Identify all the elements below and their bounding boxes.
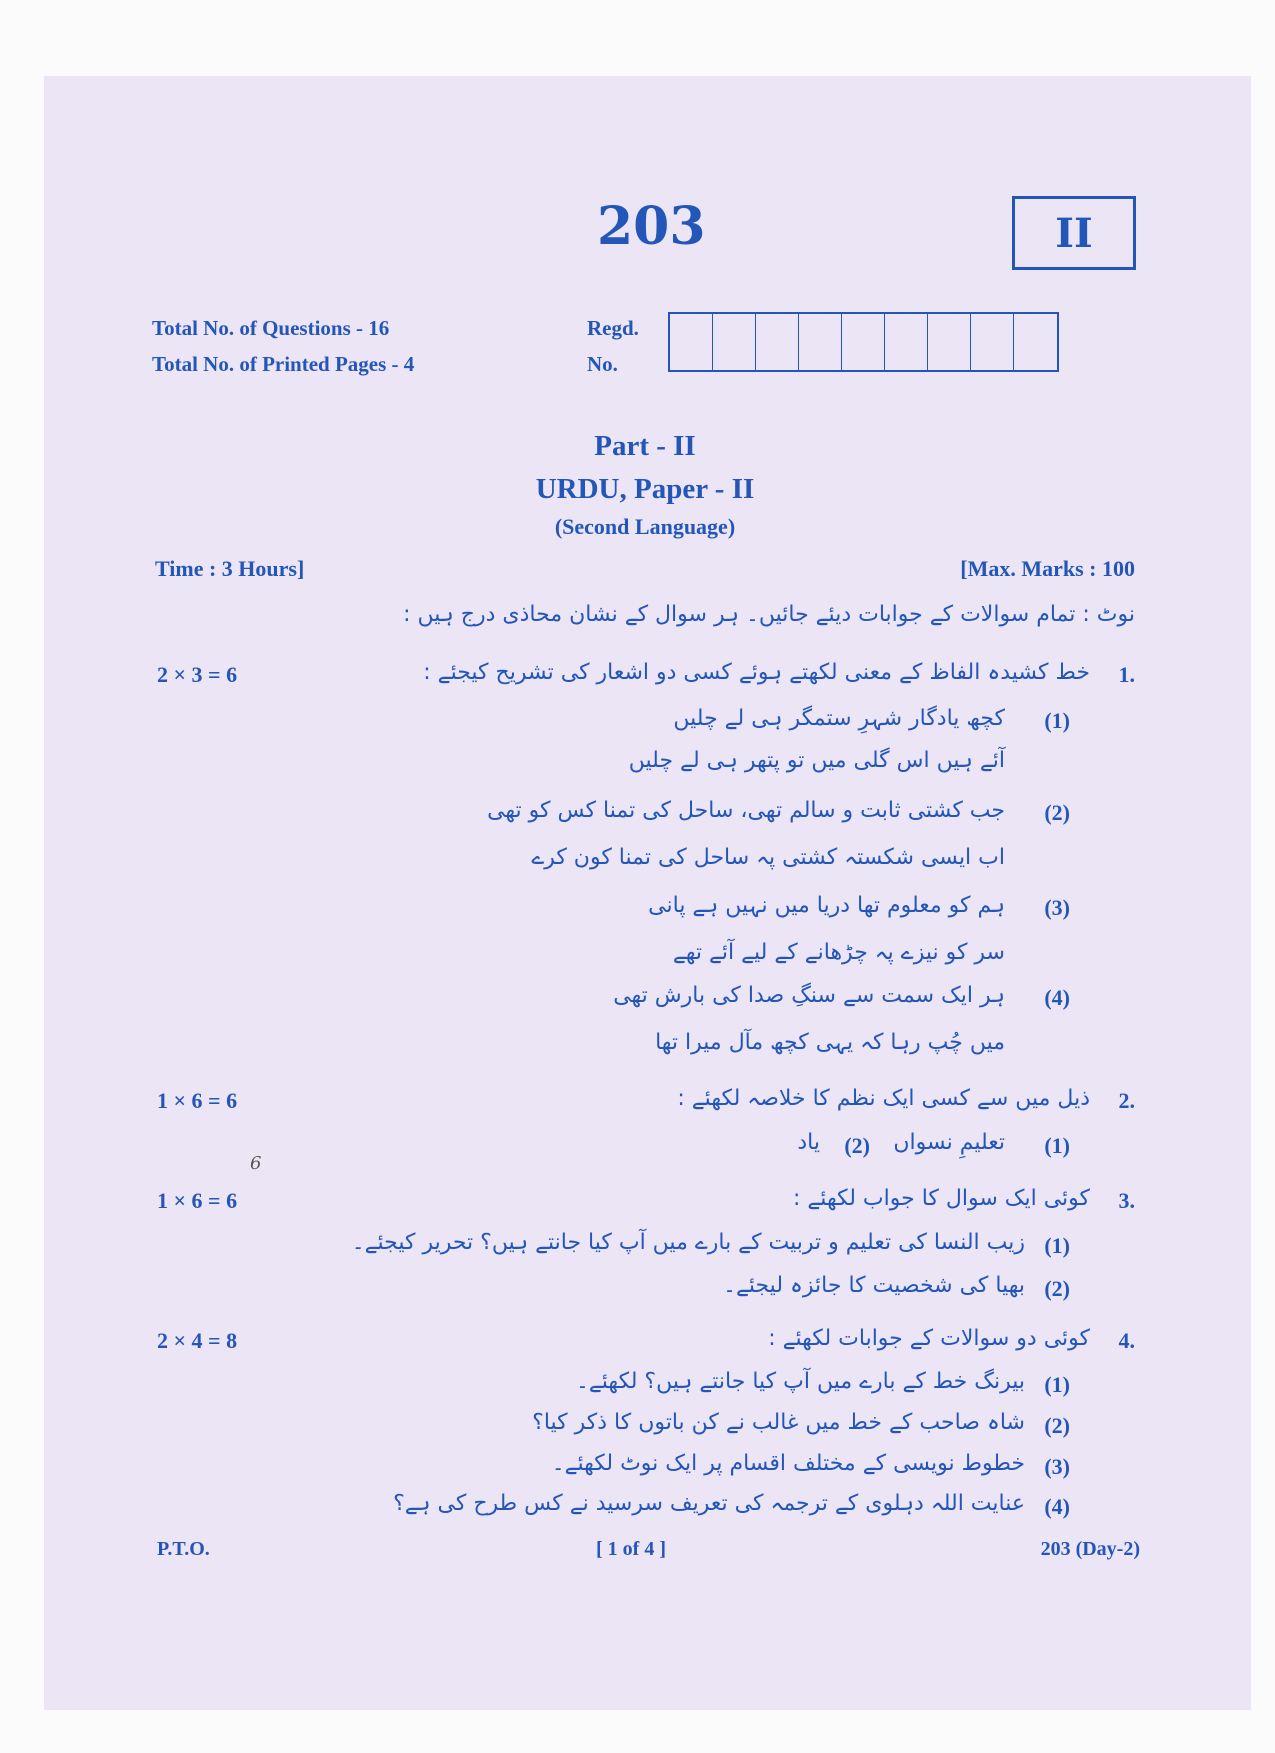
q1-number: 1.: [1118, 662, 1135, 687]
regd-cell: [756, 314, 799, 370]
max-marks: [Max. Marks : 100: [960, 556, 1135, 581]
q3-opt1: زیب النسا کی تعلیم و تربیت کے بارے میں آپ کیا جانتے ہیں؟ تحریر کیجئے۔: [351, 1230, 1025, 1255]
subject-title: URDU, Paper - II: [535, 473, 755, 505]
page-number: [ 1 of 4 ]: [596, 1538, 666, 1560]
q1-opt1-label: (1): [1044, 708, 1070, 733]
regd-label: Regd.: [587, 316, 639, 340]
q3-marks: 1 × 6 = 6: [157, 1188, 238, 1213]
q4-number: 4.: [1118, 1328, 1135, 1353]
regd-number-grid: [668, 312, 1059, 372]
q1-opt3-line2: سر کو نیزے پہ چڑھانے کے لیے آئے تھے: [672, 940, 1005, 965]
total-pages: Total No. of Printed Pages - 4: [152, 352, 415, 376]
q4-opt3: خطوط نویسی کے مختلف اقسام پر ایک نوٹ لکھئے۔: [551, 1451, 1025, 1476]
q1-opt1-line2: آئے ہیں اس گلی میں تو پتھر ہی لے چلیں: [628, 748, 1005, 773]
regd-cell: [971, 314, 1014, 370]
q4-text: کوئی دو سوالات کے جوابات لکھئے :: [768, 1326, 1090, 1351]
q2-opt1-label: (1): [1044, 1133, 1070, 1158]
total-questions: Total No. of Questions - 16: [152, 316, 390, 340]
q1-opt4-line2: میں چُپ رہا کہ یہی کچھ مآل میرا تھا: [655, 1030, 1005, 1055]
regd-cell: [885, 314, 928, 370]
regd-cell: [670, 314, 713, 370]
q4-opt4-label: (4): [1044, 1494, 1070, 1519]
q3-opt1-label: (1): [1044, 1233, 1070, 1258]
q2-opt2-label: (2): [844, 1133, 870, 1158]
q1-opt2-line1: جب کشتی ثابت و سالم تھی، ساحل کی تمنا کس کو تھی: [487, 798, 1005, 823]
regd-cell: [1014, 314, 1057, 370]
time-label: Time : 3 Hours]: [155, 556, 305, 581]
no-label: No.: [587, 352, 618, 376]
q3-opt2-label: (2): [1044, 1276, 1070, 1301]
code-day: 203 (Day-2): [1040, 1538, 1140, 1560]
q1-opt2-label: (2): [1044, 800, 1070, 825]
q2-opt2: یاد: [797, 1130, 820, 1155]
q3-number: 3.: [1118, 1188, 1135, 1213]
q2-text: ذیل میں سے کسی ایک نظم کا خلاصہ لکھئے :: [677, 1086, 1090, 1111]
pto-label: P.T.O.: [157, 1538, 210, 1560]
regd-cell: [928, 314, 971, 370]
q1-marks: 2 × 3 = 6: [157, 662, 238, 687]
regd-cell: [842, 314, 885, 370]
q4-opt3-label: (3): [1044, 1454, 1070, 1479]
q2-number: 2.: [1118, 1088, 1135, 1113]
regd-cell: [799, 314, 842, 370]
q4-opt2-label: (2): [1044, 1413, 1070, 1438]
part-title: Part - II: [594, 430, 696, 462]
q1-text: خط کشیدہ الفاظ کے معنی لکھتے ہوئے کسی دو اشعار کی تشریح کیجئے :: [423, 660, 1090, 685]
q1-opt3-line1: ہم کو معلوم تھا دریا میں نہیں ہے پانی: [648, 893, 1005, 918]
part-box: II: [1012, 196, 1136, 270]
language-title: (Second Language): [554, 514, 736, 539]
q1-opt1-line1: کچھ یادگار شہرِ ستمگر ہی لے چلیں: [673, 706, 1005, 731]
regd-cell: [713, 314, 756, 370]
instructions-note: نوٹ : تمام سوالات کے جوابات دیئے جائیں۔ ہر سوال کے نشان محاذی درج ہیں :: [403, 602, 1135, 627]
handwritten-mark: 6: [250, 1153, 262, 1174]
q4-opt4: عنایت اللہ دہلوی کے ترجمہ کی تعریف سرسید نے کس طرح کی ہے؟: [393, 1491, 1025, 1516]
q4-opt2: شاہ صاحب کے خط میں غالب نے کن باتوں کا ذکر کیا؟: [532, 1410, 1025, 1435]
q2-opt1: تعلیمِ نسواں: [893, 1130, 1005, 1155]
q4-marks: 2 × 4 = 8: [157, 1328, 238, 1353]
paper-code: 203: [597, 196, 706, 257]
q1-opt3-label: (3): [1044, 895, 1070, 920]
q3-opt2: بھیا کی شخصیت کا جائزہ لیجئے۔: [723, 1273, 1025, 1298]
q1-opt4-label: (4): [1044, 985, 1070, 1010]
q4-opt1: بیرنگ خط کے بارے میں آپ کیا جانتے ہیں؟ لکھئے۔: [576, 1369, 1025, 1394]
q1-opt4-line1: ہر ایک سمت سے سنگِ صدا کی بارش تھی: [613, 983, 1005, 1008]
q4-opt1-label: (1): [1044, 1372, 1070, 1397]
q3-text: کوئی ایک سوال کا جواب لکھئے :: [793, 1186, 1090, 1211]
q1-opt2-line2: اب ایسی شکستہ کشتی پہ ساحل کی تمنا کون کرے: [531, 845, 1005, 870]
q2-marks: 1 × 6 = 6: [157, 1088, 238, 1113]
